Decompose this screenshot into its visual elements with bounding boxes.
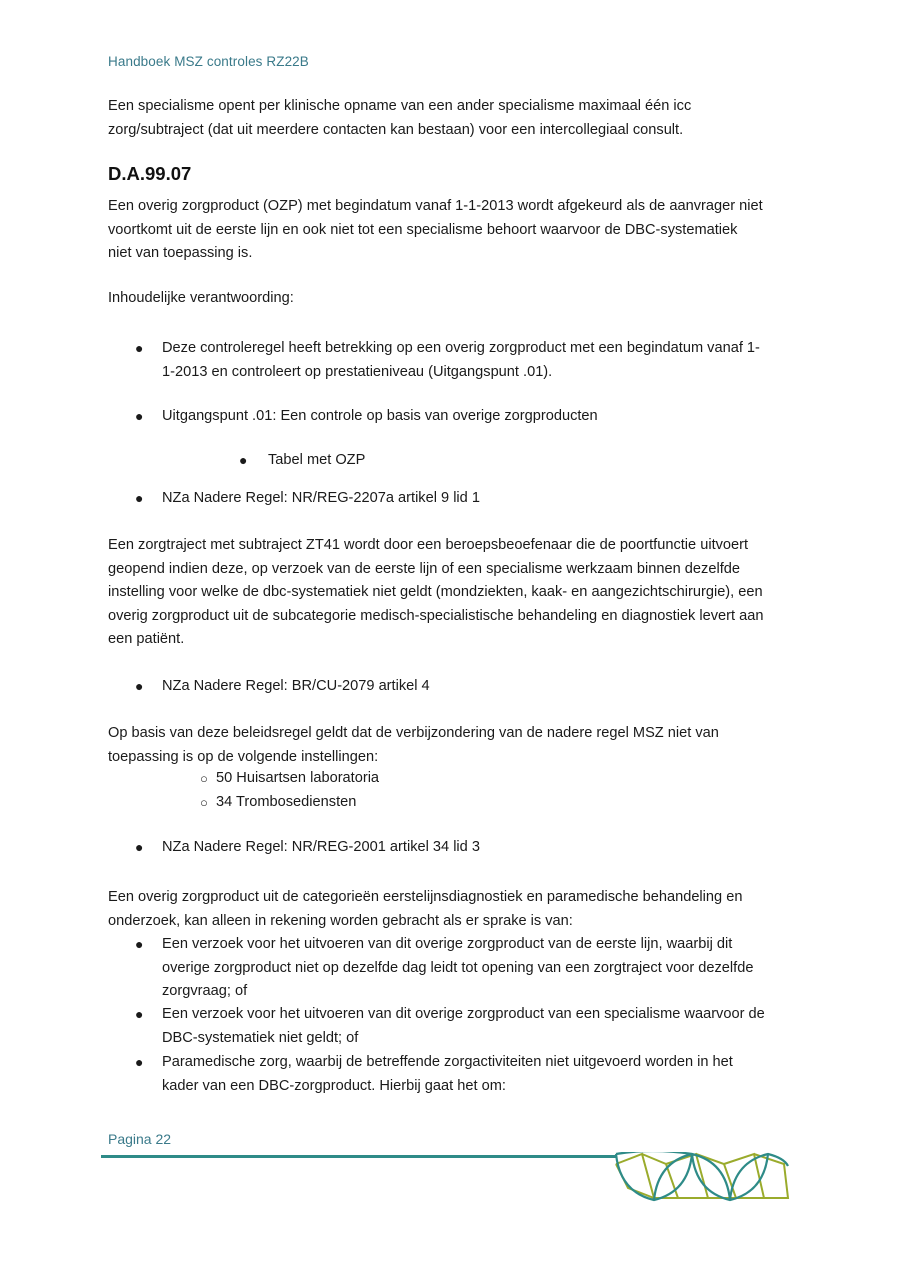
list-item: ● NZa Nadere Regel: NR/REG-2001 artikel 34 lid 3 (108, 836, 798, 860)
bullet-icon: ● (239, 452, 248, 468)
ozp-paragraph: Een overig zorgproduct uit de categorieën eerstelijnsdiagnostiek en paramedische behandeling en onderzoek, kan alleen in rekening worden gebracht als er sprake is van: (108, 889, 743, 929)
bullet-icon: ● (135, 340, 144, 356)
bullet-icon: ● (135, 839, 144, 855)
running-header: Handboek MSZ controles RZ22B (108, 54, 309, 69)
bullet-icon: ● (135, 490, 144, 506)
bullet-icon: ● (135, 1006, 144, 1022)
rule-description: Een overig zorgproduct (OZP) met begindatum vanaf 1-1-2013 wordt afgekeurd als de aanvrager niet voortkomt uit de eerste lijn en ook niet tot een specialisme behoort waarvoor de DBC-systematiek niet van toepassing is. (108, 198, 763, 261)
decorative-pattern-icon (612, 1152, 792, 1204)
list-item: ● Deze controleregel heeft betrekking op een overig zorgproduct met een begindatum vanaf 1- 1-2013 en controleert op prestatieniveau (Uitgangspunt .01). (108, 337, 798, 384)
bullet-icon: ● (135, 1054, 144, 1070)
zorgtraject-paragraph: Een zorgtraject met subtraject ZT41 wordt door een beroepsbeoefenaar die de poortfunctie uitvoert geopend indien deze, op verzoek van de eerste lijn of een specialisme werkzaam binnen dezelfde instelling voor welke de dbc-systematiek niet geldt (mondziekten, kaak- en aangezichtschirurgie), een overig zorgproduct uit de subcategorie medisch-specialistische behandeling en diagnostiek levert aan een patiënt. (108, 537, 764, 647)
list-item: ● Paramedische zorg, waarbij de betreffende zorgactiviteiten niet uitgevoerd worden in het kader van een DBC-zorgproduct. Hierbij gaat het om: (108, 1051, 798, 1098)
list-item: ● Een verzoek voor het uitvoeren van dit overige zorgproduct van een specialisme waarvoor de DBC-systematiek niet geldt; of (108, 1003, 798, 1050)
footer-divider (101, 1155, 617, 1158)
circle-bullet-icon: ○ (200, 771, 208, 786)
circle-bullet-icon: ○ (200, 795, 208, 810)
intro-paragraph: Een specialisme opent per klinische opname van een ander specialisme maximaal één icc zorg/subtraject (dat uit meerdere contacten kan bestaan) voor een intercollegiaal consult. (108, 98, 692, 138)
list-item-circle: ○ 34 Trombosediensten (108, 791, 798, 815)
bullet-icon: ● (135, 408, 144, 424)
list-item-nested: ● Tabel met OZP (108, 449, 798, 473)
page-number: Pagina 22 (108, 1131, 172, 1147)
justification-label: Inhoudelijke verantwoording: (108, 290, 294, 306)
bullet-icon: ● (135, 678, 144, 694)
beleidsregel-paragraph: Op basis van deze beleidsregel geldt dat de verbijzondering van de nadere regel MSZ niet van toepassing is op de volgende instellingen: (108, 725, 719, 765)
list-item: ● NZa Nadere Regel: NR/REG-2207a artikel 9 lid 1 (108, 487, 798, 511)
section-heading: D.A.99.07 (108, 163, 192, 184)
list-item: ● NZa Nadere Regel: BR/CU-2079 artikel 4 (108, 675, 798, 699)
list-item: ● Uitgangspunt .01: Een controle op basis van overige zorgproducten (108, 405, 798, 429)
bullet-icon: ● (135, 936, 144, 952)
list-item: ● Een verzoek voor het uitvoeren van dit overige zorgproduct van de eerste lijn, waarbij dit overige zorgproduct niet op dezelfde dag leidt tot opening van een zorgtraject voor dezelfde zorgvraag; of (108, 933, 798, 1004)
list-item-circle: ○ 50 Huisartsen laboratoria (108, 767, 798, 791)
